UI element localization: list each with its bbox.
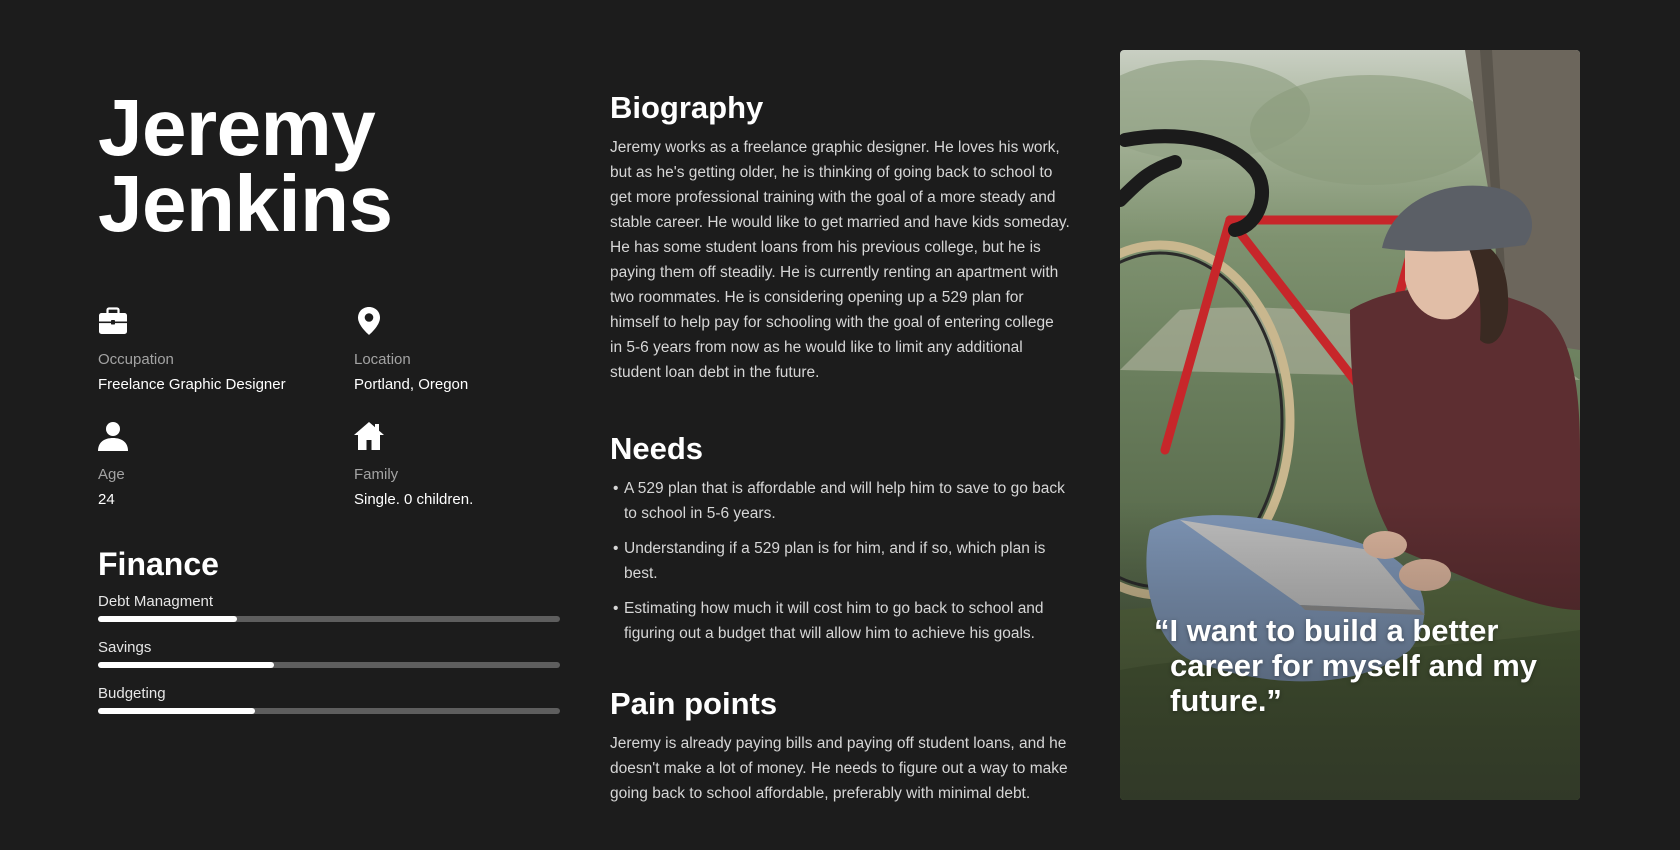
list-item: • Estimating how much it will cost him to go back to school and figuring out a budget that will allow him to achieve his goals. bbox=[610, 596, 1070, 646]
family-label: Family bbox=[354, 466, 399, 483]
persona-photo bbox=[1120, 50, 1580, 800]
list-item: • A 529 plan that is affordable and will help him to save to go back to school in 5-6 years. bbox=[610, 476, 1070, 526]
location-pin-icon bbox=[354, 306, 384, 336]
biography-text: Jeremy works as a freelance graphic designer. He loves his work, but as he's getting older, he is thinking of going back to school to get more professional training with the goal of a more steady and stable career. He would like to get married and have kids someday. He has some student loans from his previous college, but he is paying them off steadily. He is currently renting an apartment with two roommates. He is considering opening up a 529 plan for himself to help pay for schooling with the goal of entering college in 5-6 years from now as he would like to limit any additional student loan debt in the future. bbox=[610, 139, 1070, 381]
location-value: Portland, Oregon bbox=[354, 376, 469, 393]
persona-first-name: Jeremy bbox=[98, 83, 376, 172]
family-value: Single. 0 children. bbox=[354, 491, 474, 508]
pain-points-text: Jeremy is already paying bills and paying off student loans, and he doesn't make a lot of money. He needs to figure out a way to make going back to school affordable, preferably with minimal debt. bbox=[610, 735, 1068, 802]
list-item: • Understanding if a 529 plan is for him, and if so, which plan is best. bbox=[610, 536, 1070, 586]
finance-bar-label: Savings bbox=[98, 639, 152, 656]
location-label: Location bbox=[354, 351, 411, 368]
biography-title: Biography bbox=[610, 90, 764, 125]
needs-title: Needs bbox=[610, 431, 704, 466]
progress-fill bbox=[98, 662, 274, 668]
finance-bar-label: Budgeting bbox=[98, 685, 166, 702]
occupation-value: Freelance Graphic Designer bbox=[98, 376, 286, 393]
finance-bar-budgeting bbox=[98, 685, 560, 714]
progress-track bbox=[98, 662, 560, 668]
progress-track bbox=[98, 616, 560, 622]
finance-title: Finance bbox=[98, 546, 219, 582]
persona-last-name: Jenkins bbox=[98, 159, 393, 248]
persona-quote: “I want to build a better career for myself and my future.” bbox=[1154, 613, 1538, 718]
pain-points-section bbox=[610, 685, 1070, 806]
progress-fill bbox=[98, 708, 255, 714]
progress-track bbox=[98, 708, 560, 714]
occupation-block bbox=[98, 306, 338, 395]
needs-list bbox=[610, 476, 1070, 646]
person-icon bbox=[98, 421, 128, 451]
finance-bar-debt bbox=[98, 593, 560, 622]
needs-section bbox=[610, 430, 1070, 656]
home-icon bbox=[354, 421, 384, 451]
progress-fill bbox=[98, 616, 237, 622]
pain-points-title: Pain points bbox=[610, 686, 778, 721]
finance-bar-label: Debt Managment bbox=[98, 593, 214, 610]
finance-bar-savings bbox=[98, 639, 560, 668]
age-value: 24 bbox=[98, 491, 115, 508]
family-block bbox=[354, 421, 594, 510]
location-block bbox=[354, 306, 594, 395]
persona-name bbox=[98, 83, 393, 248]
briefcase-icon bbox=[98, 306, 128, 336]
biography-section bbox=[610, 89, 1070, 385]
age-label: Age bbox=[98, 466, 125, 483]
occupation-label: Occupation bbox=[98, 351, 174, 368]
age-block bbox=[98, 421, 338, 510]
finance-section bbox=[98, 545, 560, 731]
